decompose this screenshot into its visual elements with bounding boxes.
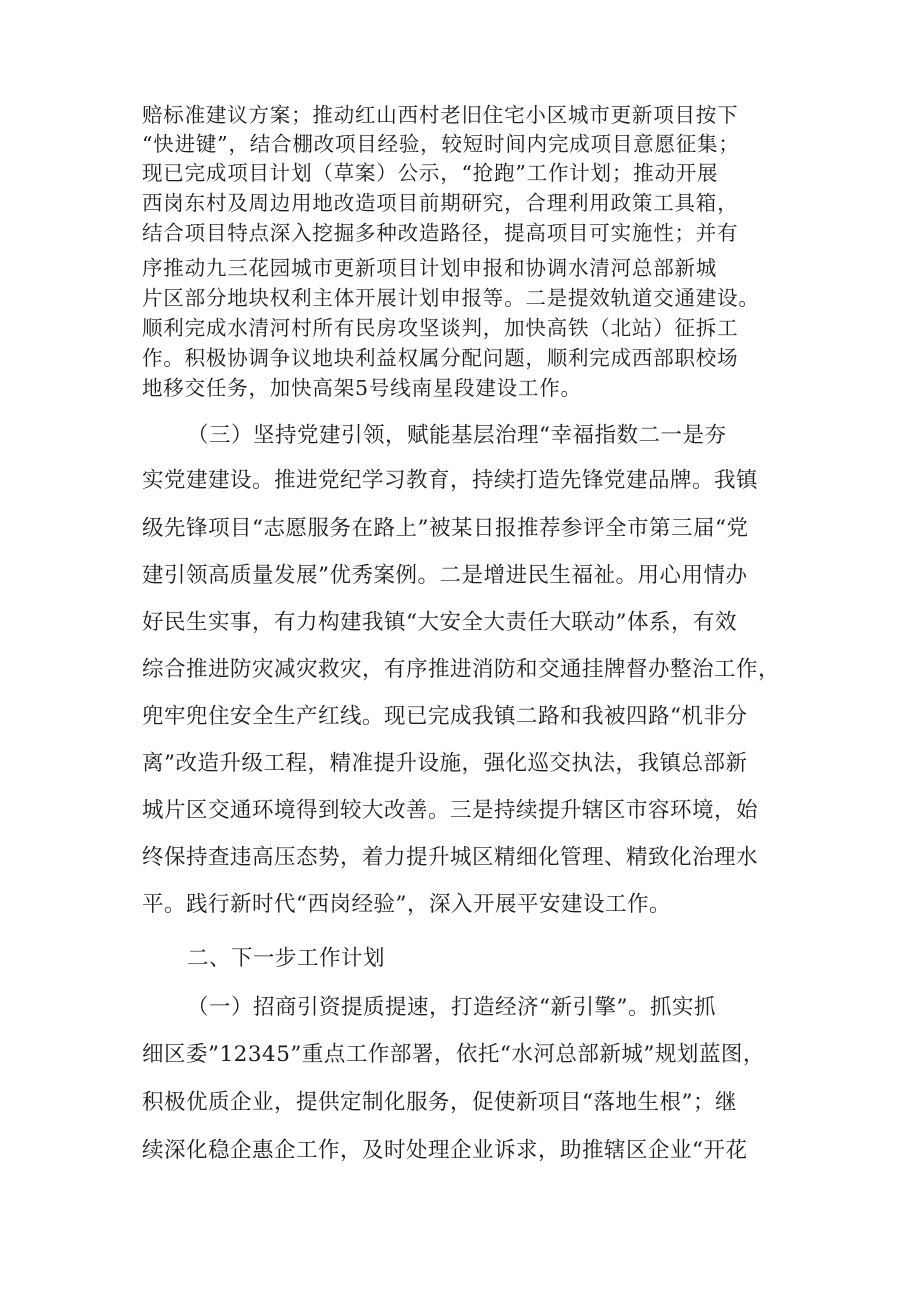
- paragraph-line: 积极优质企业，提供定制化服务，促使新项目“落地生根”；继: [142, 1090, 737, 1115]
- paragraph-line: 兜牢兜住安全生产红线。现已完成我镇二路和我被四路“机非分: [142, 704, 748, 729]
- section-paragraph-first-line: （三）坚持党建引领，赋能基层治理“幸福指数二一是夯: [187, 423, 727, 448]
- paragraph-line: 好民生实事，有力构建我镇“大安全大责任大联动”体系，有效: [142, 610, 737, 635]
- paragraph-line: 顺利完成水清河村所有民房攻坚谈判，加快高铁（北站）征拆工: [142, 316, 739, 340]
- paragraph-line: 片区部分地块权利主体开展计划申报等。二是提效轨道交通建设。: [142, 286, 760, 310]
- paragraph-line: 实党建建设。推进党纪学习教育，持续打造先锋党建品牌。我镇: [142, 468, 759, 493]
- paragraph-line: 城片区交通环境得到较大改善。三是持续提升辖区市容环境，始: [142, 798, 759, 823]
- paragraph-line: 地移交任务，加快高架5号线南星段建设工作。: [142, 376, 582, 400]
- paragraph-line: 现已完成项目计划（草案）公示，“抢跑”工作计划；推动开展: [142, 161, 719, 185]
- paragraph-line: 作。积极协调争议地块利益权属分配问题，顺利完成西部职校场: [142, 346, 739, 370]
- paragraph-line: 西岗东村及周边用地改造项目前期研究，合理利用政策工具箱，: [142, 191, 739, 215]
- paragraph-line: 平。践行新时代“西岗经验”，深入开展平安建设工作。: [142, 892, 671, 917]
- paragraph-line: 序推动九三花园城市更新项目计划申报和协调水清河总部新城: [142, 256, 718, 280]
- paragraph-line: 终保持查违高压态势，着力提升城区精细化管理、精致化治理水: [142, 845, 759, 870]
- section-heading: 二、下一步工作计划: [187, 946, 386, 971]
- paragraph-line: 离”改造升级工程，精准提升设施，强化巡交执法，我镇总部新: [142, 751, 748, 776]
- paragraph-line: 建引领高质量发展”优秀案例。二是增进民生福祉。用心用情办: [142, 563, 748, 588]
- paragraph-line: “快进键”，结合棚改项目经验，较短时间内完成项目意愿征集；: [142, 132, 740, 156]
- paragraph-line: 结合项目特点深入挖掘多种改造路径，提高项目可实施性；并有: [142, 221, 739, 245]
- paragraph-line: 级先锋项目“志愿服务在路上”被某日报推荐参评全市第三届“党: [142, 516, 749, 541]
- paragraph-line: 续深化稳企惠企工作，及时处理企业诉求，助推辖区企业“开花: [142, 1138, 748, 1163]
- section-paragraph-first-line: （一）招商引资提质提速，打造经济“新引擎”。抓实抓: [187, 995, 716, 1020]
- paragraph-line: 细区委”12345”重点工作部署，依托“水河总部新城”规划蓝图，: [142, 1042, 765, 1067]
- paragraph-line: 综合推进防灾减灾救灾，有序推进消防和交通挂牌督办整治工作，: [142, 657, 781, 682]
- paragraph-line: 赔标准建议方案；推动红山西村老旧住宅小区城市更新项目按下: [142, 103, 739, 127]
